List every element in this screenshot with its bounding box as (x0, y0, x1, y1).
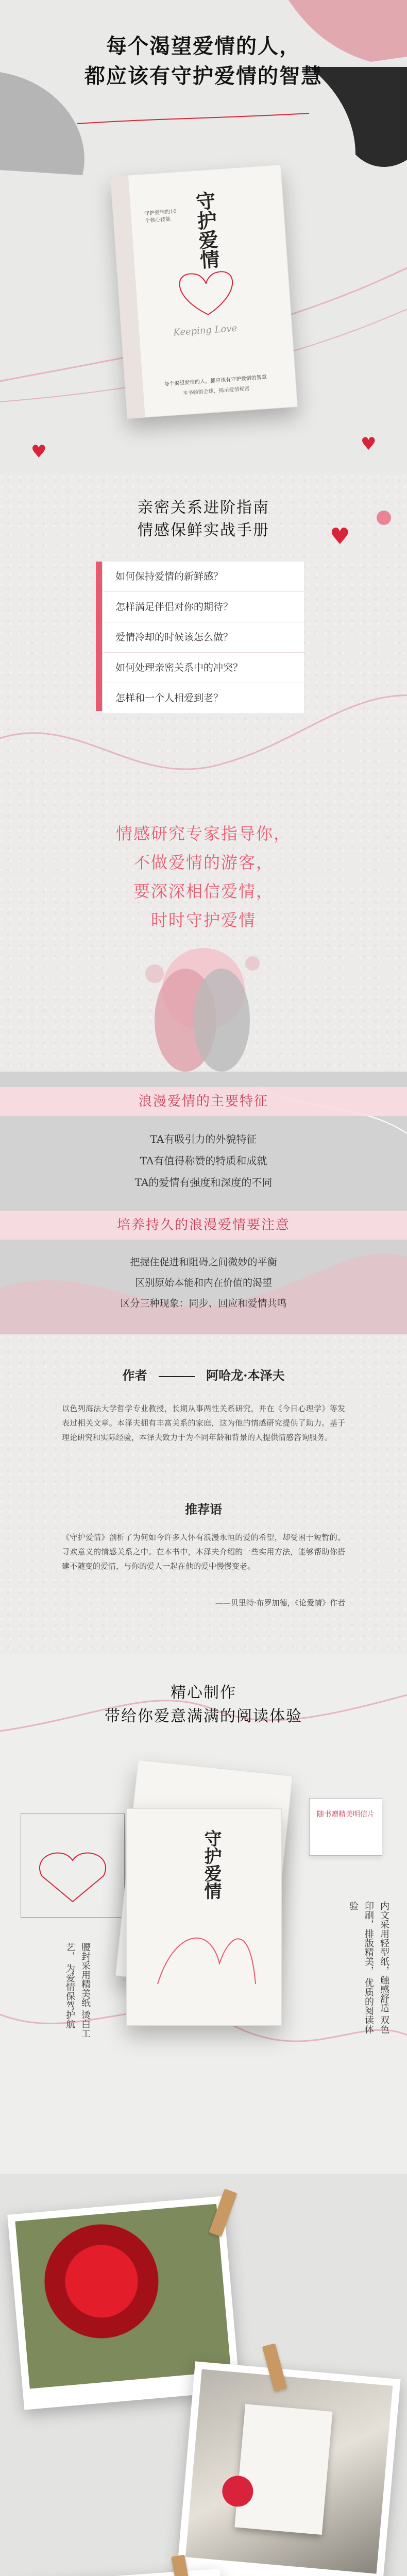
cultivate-heading: 培养持久的浪漫爱情要注意 (0, 1211, 407, 1240)
cover-english-title: Keeping Love (173, 323, 238, 338)
cultivate-item: 区别原始本能和内在价值的渴望 (134, 1277, 272, 1289)
craft-line-2: 带给你爱意满满的阅读体验 (105, 1707, 302, 1725)
expert-line-2: 不做爱情的游客， (133, 853, 274, 872)
card-accent-bar (96, 562, 102, 711)
postcard-tag-text: 随书赠精美明信片 (317, 1810, 375, 1819)
photo-book-on-table (185, 2369, 393, 2574)
question-item: 怎样和一个人相爱到老？ (103, 683, 304, 713)
divider (159, 1376, 195, 1377)
author-heading (0, 1365, 407, 1383)
recommend-source: ——贝里特·布罗加德，《论爱情》作者 (215, 1598, 345, 1607)
question-item: 怎样满足伴侣对你的期待？ (103, 592, 304, 622)
feature-item: TA有吸引力的外貌特征 (150, 1133, 257, 1145)
left-note-3: 为爱情保驾护航 (64, 1963, 75, 2029)
right-note (319, 1901, 392, 2035)
features-section (0, 1072, 407, 1334)
expert-line-4: 时时守护爱情 (150, 910, 256, 930)
book-title-vertical: 守护爱情 (201, 1829, 222, 1900)
author-name: 阿哈龙·本泽夫 (206, 1368, 285, 1383)
cover-title: 守护爱情 (192, 190, 221, 270)
expert-section (0, 799, 407, 1072)
recommend-heading: 推荐语 (185, 1502, 222, 1517)
red-thread (77, 113, 309, 124)
hero-line-2: 都应该有守护爱情的智慧 (84, 64, 323, 88)
heart-icon: ♥ (330, 523, 350, 550)
questions-list (103, 562, 304, 713)
cultivate-list (0, 1252, 407, 1314)
features-list (0, 1128, 407, 1193)
expert-line-1: 情感研究专家指导你， (115, 824, 291, 843)
left-note (31, 1942, 93, 2056)
guide-title-1: 亲密关系进阶指南 (138, 499, 269, 517)
craft-section (0, 1654, 407, 2174)
recommend-section (0, 1489, 407, 1654)
cover-subtitle: 守护爱情的10个核心技能 (144, 209, 177, 224)
question-item: 爱情冷却的时候该怎么做？ (103, 622, 304, 653)
feature-item: TA有值得称赞的特质和成就 (140, 1155, 267, 1167)
guide-section (0, 474, 407, 799)
heart-icon: ♥ (361, 434, 377, 454)
features-heading: 浪漫爱情的主要特征 (0, 1087, 407, 1116)
left-note-2: 烫白工艺， (64, 1942, 91, 2038)
right-note-2: 双色印刷，排版精美， (363, 1901, 389, 2034)
book-photo-front (126, 1808, 282, 2026)
right-note-3: 优质的阅读体验 (348, 1901, 374, 2034)
cover-band-text: 每个渴望爱情的人，都应该有守护爱情的智慧 (164, 374, 267, 387)
feature-item: TA的爱情有强度和深度的不同 (134, 1176, 273, 1189)
postcard-tag (309, 1798, 382, 1856)
author-label: 作者 (122, 1368, 147, 1383)
expert-line-3: 要深深相信爱情， (133, 882, 274, 901)
hero-line-1: 每个渴望爱情的人， (106, 34, 301, 58)
stamp-illustration (21, 1814, 125, 1918)
craft-line-1: 精心制作 (171, 1684, 236, 1702)
book-cover (110, 164, 298, 419)
left-note-1: 腰封采用精美纸 (80, 1942, 91, 2007)
question-item: 如何处理亲密关系中的冲突？ (103, 653, 304, 683)
cover-band-text-2: 本书畅销全球，揭示爱情秘密 (182, 386, 250, 397)
author-bio: 以色列海法大学哲学专业教授，长期从事两性关系研究，并在《今日心理学》等发表过相关文章。本泽夫拥有丰富关系的家庭，这为他的情感研究提供了助力。基于理论研究和实际经验，本泽夫致力于为不同年龄和背景的人提供情感咨询服务。 (62, 1404, 345, 1442)
cultivate-item: 把握住促进和阻碍之间微妙的平衡 (130, 1257, 277, 1268)
heart-icon: ♥ (31, 442, 47, 462)
author-section (0, 1334, 407, 1489)
photo-frame-book-rose (176, 2361, 400, 2576)
photo-rose (15, 2204, 231, 2389)
right-note-1: 内文采用轻型纸，触感舒适 (379, 1901, 389, 2012)
photos-section (0, 2174, 407, 2576)
cover-heart-art (163, 260, 250, 328)
couple-illustration (0, 943, 407, 1072)
recommend-text: 《守护爱情》剖析了为何如今许多人怀有浪漫永恒的爱的希望，却受困于短暂的、寻欢意义的情感关系之中。在本书中，本泽夫介绍的一些实用方法，能够帮助你搭建不随变的爱情，与你的爱人一起在他的爱中慢慢变老。 (62, 1533, 345, 1571)
guide-title-2: 情感保鲜实战手册 (138, 521, 269, 539)
question-item: 如何保持爱情的新鲜感？ (103, 562, 304, 592)
cultivate-item: 区分三种现象：同步、回应和爱情共鸣 (120, 1298, 287, 1309)
photo-frame-autumn (4, 2569, 233, 2576)
hero-section (0, 0, 407, 474)
photo-book (234, 2404, 332, 2535)
